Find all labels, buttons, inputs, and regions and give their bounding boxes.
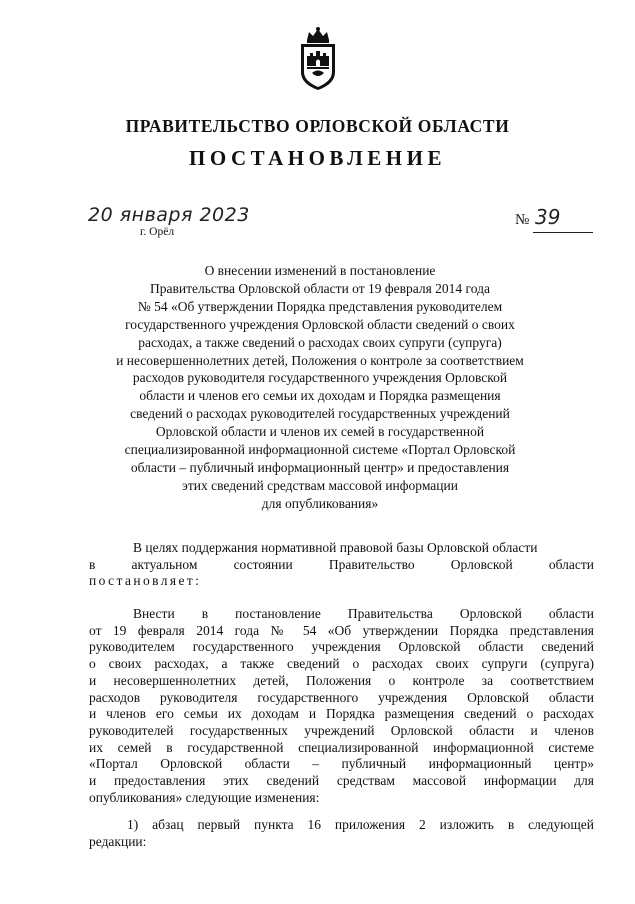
preamble-paragraph — [89, 540, 594, 590]
subject-line: Орловской области и членов их семей в государственной — [155, 424, 485, 440]
body-line: от 19 февраля 2014 года № 54 «Об утверждении Порядка представления — [89, 622, 594, 638]
decree-subject — [90, 262, 550, 513]
coat-of-arms-icon — [295, 26, 341, 92]
body-line: руководителей государственных учреждений Орловской области и членов — [89, 722, 594, 738]
body-line: расходов руководителя государственного учреждения Орловской области — [89, 689, 594, 705]
subject-line: Правительства Орловской области от 19 февраля 2014 года — [150, 280, 490, 296]
body-line: Внести в постановление Правительства Орловской области — [133, 606, 594, 621]
body-line: В целях поддержания нормативной правовой базы Орловской области — [133, 540, 538, 555]
body-line: о своих расходах, а также сведений о расходах своих супруги (супруга) — [89, 656, 594, 672]
body-line: в актуальном состоянии Правительство Орловской области — [89, 556, 594, 572]
body-line: опубликования» следующие изменения: — [89, 789, 320, 805]
number-label: № — [515, 212, 530, 228]
body-line-resolves: постановляет: — [89, 573, 202, 589]
item-paragraph — [89, 817, 594, 850]
subject-line: для опубликования» — [261, 495, 379, 511]
subject-line: области – публичный информационный центр» и предоставления — [130, 459, 510, 475]
number-underline — [533, 232, 593, 233]
subject-line: сведений о расходах руководителей государственных учреждений — [130, 406, 510, 422]
subject-line: и несовершеннолетних детей, Положения о контроле за соответствием — [116, 352, 524, 368]
subject-line: № 54 «Об утверждении Порядка представления руководителем — [137, 298, 503, 314]
handwritten-date: 20 января 2023 — [88, 204, 250, 226]
amendment-paragraph — [89, 606, 594, 806]
subject-line: расходов руководителя государственного учреждения Орловской — [132, 370, 508, 386]
government-name: ПРАВИТЕЛЬСТВО ОРЛОВСКОЙ ОБЛАСТИ — [125, 116, 510, 136]
body-line: «Портал Орловской области – публичный информационный центр» — [89, 756, 594, 772]
subject-line: расходах, а также сведений о расходах своих супруги (супруга) — [138, 334, 502, 350]
body-line: редакции: — [89, 833, 147, 849]
body-line: и несовершеннолетних детей, Положения о контроле за соответствием — [89, 672, 594, 688]
subject-line: этих сведений средствам массовой информации — [182, 477, 458, 493]
body-line: руководителем государственного учреждения Орловской области сведений — [89, 639, 594, 655]
body-line: 1) абзац первый пункта 16 приложения 2 изложить в следующей — [127, 817, 594, 832]
subject-line: О внесении изменений в постановление — [204, 263, 436, 278]
city-label: г. Орёл — [140, 226, 175, 238]
body-line: их семей в государственной специализированной информационной системе — [89, 739, 594, 755]
document-type-title: ПОСТАНОВЛЕНИЕ — [189, 146, 446, 170]
body-line: и предоставления этих сведений средствам массовой информации для — [89, 773, 594, 789]
subject-line: специализированной информационной системе «Портал Орловской — [124, 442, 516, 458]
subject-line: государственного учреждения Орловской области сведений о своих — [125, 316, 515, 332]
handwritten-number: 39 — [535, 205, 561, 229]
body-line: и членов его семьи их доходам и Порядка размещения сведений о расходах — [89, 706, 594, 722]
subject-line: области и членов его семьи их доходам и Порядка размещения — [139, 388, 501, 404]
